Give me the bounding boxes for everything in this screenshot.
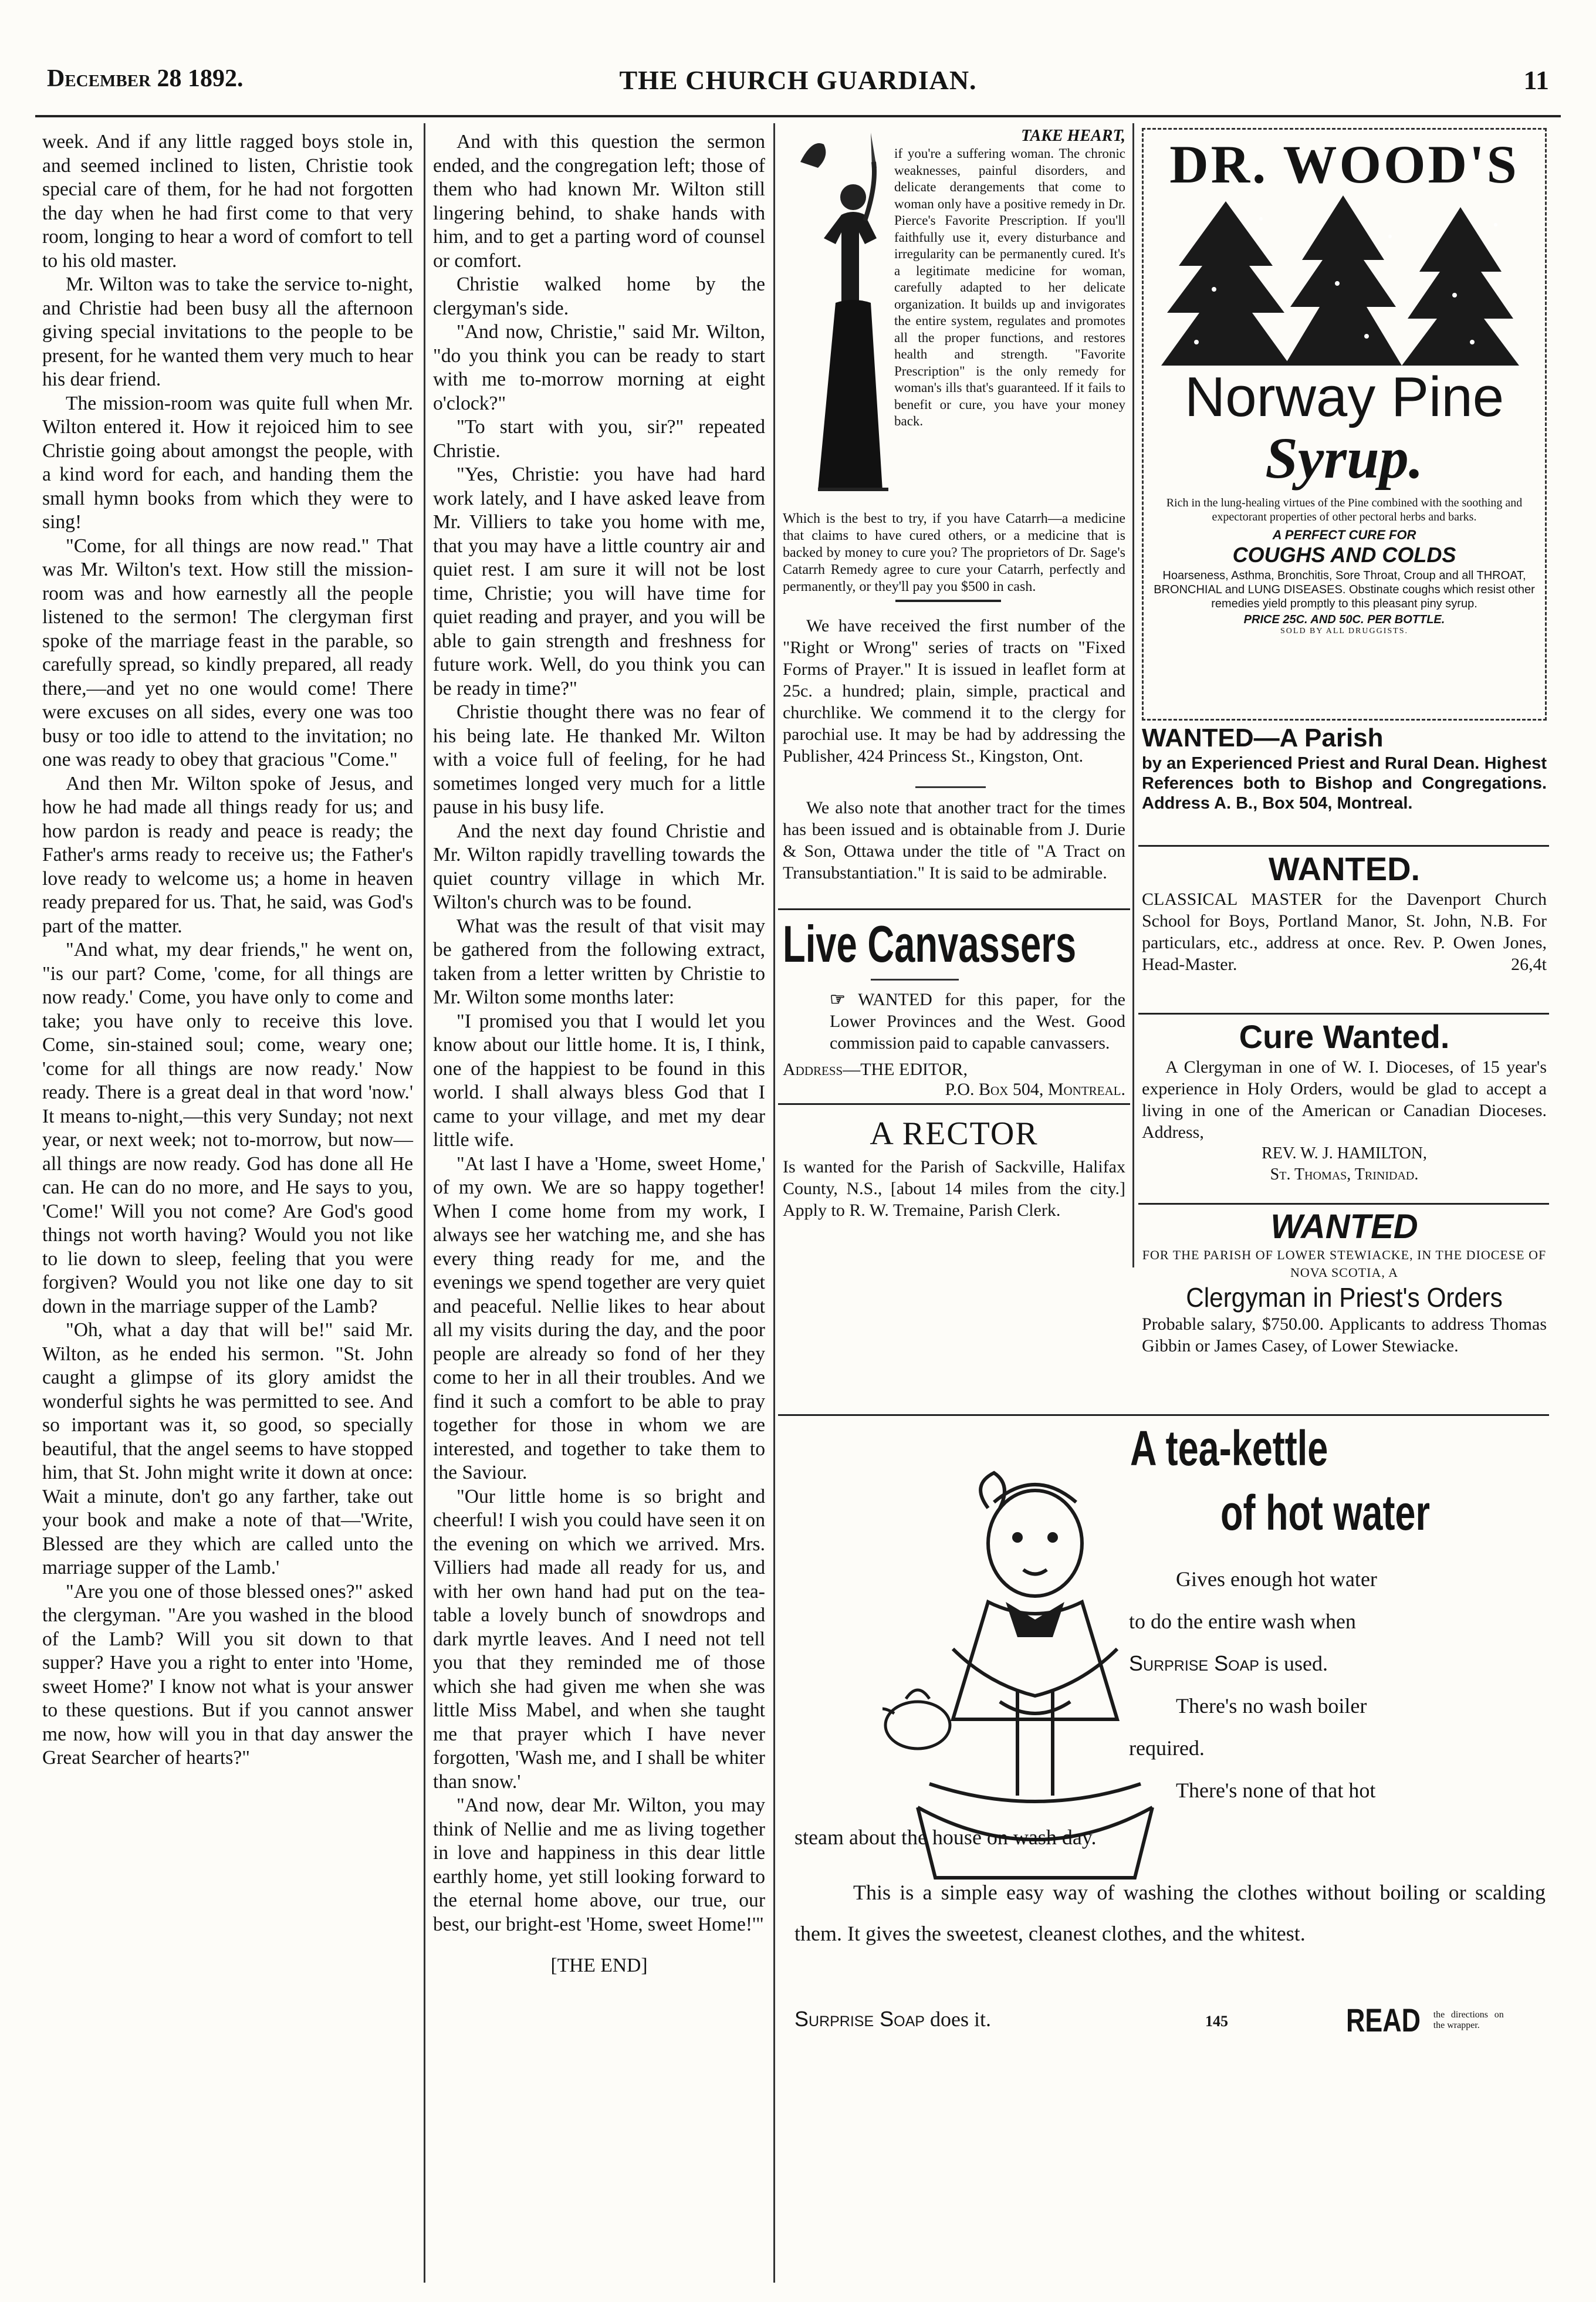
catarrh-notice: Which is the best to try, if you have Catarrh—a medicine that claims to have cured others, or a medicine that is backed by money to cure you? The proprietors of Dr. Sage's Catarrh Remedy agree to cure your Catarrh, perfectly and permanently, or they'll pay you $500 in cash. bbox=[783, 511, 1125, 594]
story-paragraph: And with this question the sermon ended, and the congregation left; those of them who had known Mr. Wilton still lingering behind, to shake hands with him, and to get a parting word of counsel or comfort. bbox=[433, 131, 765, 272]
ad-title-1: A tea-kettle bbox=[1130, 1421, 1328, 1476]
ad-title: Cure Wanted. bbox=[1239, 1018, 1450, 1055]
story-paragraph: The mission-room was quite full when Mr. Wilton entered it. How it rejoiced him to see Christie going about amongst the people, with a kind word for each, and handing them the small hymn books from which they were to sing! bbox=[42, 392, 413, 533]
story-paragraph: And then Mr. Wilton spoke of Jesus, and how he had made all things ready for us; and how pardon is ready and peace is ready; the Father's arms ready to receive us; the Father's love ready to welcome us; a home in heaven ready prepared for us. That, he said, was God's part of the matter. bbox=[42, 772, 413, 937]
divider bbox=[915, 786, 986, 788]
story-paragraph: "And now, Christie," said Mr. Wilton, "do you think you can be ready to start with me to-morrow morning at eight o'clock?" bbox=[433, 321, 765, 414]
divider bbox=[871, 979, 959, 981]
ad-body: if you're a suffering woman. The chronic weaknesses, painful disorders, and delicate derangements that come to woman only have a positive remedy in Dr. Pierce's Favorite Prescription. If you'll faithfully use it, every disturbance and irregularity can be permanently cured. It's a legitimate medicine for woman, carefully adapted to her delicate organization. It builds up and invigorates the entire system, regulates and promotes all the proper functions, and restores health and strength. "Favorite Prescription" is the only remedy for woman's ills that's guaranteed. If it fails to benefit or cure, you have your money back. bbox=[894, 146, 1125, 428]
sold-by: SOLD BY ALL DRUGGISTS. bbox=[1280, 627, 1408, 635]
story-paragraph: And the next day found Christie and Mr. Wilton rapidly travelling towards the quiet country village in which Mr. Wilton's church was to be found. bbox=[433, 820, 765, 913]
ad-address-1: REV. W. J. HAMILTON, bbox=[1262, 1144, 1427, 1162]
story-paragraph: What was the result of that visit may be gathered from the following extract, taken from a letter written by Christie to Mr. Wilton some months later: bbox=[433, 915, 765, 1008]
ad-dr-woods bbox=[1142, 128, 1547, 721]
ad-big: Clergyman in Priest's Orders bbox=[1186, 1282, 1503, 1313]
issue-date: December 28 1892. bbox=[47, 65, 244, 92]
ad-line: steam about the house on wash day. bbox=[794, 1826, 1097, 1849]
ad-line: There's no wash boiler bbox=[1176, 1694, 1367, 1718]
ad-box: P.O. Box 504, Montreal. bbox=[945, 1080, 1125, 1099]
read-label: READ bbox=[1346, 2002, 1421, 2039]
story-paragraph: Christie thought there was no fear of his being late. He thanked Mr. Wilton with a voice full of feeling, for he had sometimes longed very much for a little pause in his busy life. bbox=[433, 701, 765, 818]
section-rule bbox=[1138, 1203, 1549, 1205]
story-column-1 bbox=[42, 130, 413, 1770]
pointing-hand-icon: ☞ bbox=[830, 990, 858, 1009]
brand-name-footer: Surprise Soap bbox=[794, 2007, 925, 2031]
newspaper-title: THE CHURCH GUARDIAN. bbox=[619, 65, 977, 95]
brand-name: Surprise Soap bbox=[1129, 1651, 1259, 1675]
ad-line: to do the entire wash when bbox=[1129, 1610, 1356, 1633]
ad-code: 145 bbox=[1205, 2013, 1228, 2030]
ad-title: DR. WOOD'S bbox=[1169, 134, 1519, 194]
section-rule bbox=[778, 908, 1130, 910]
story-paragraph: "And now, dear Mr. Wilton, you may think of Nellie and me as living together in love and happiness in this dear little earthly home, yet still looking forward to the eternal home above, our true, our best, our bright-est 'Home, sweet Home!'" bbox=[433, 1794, 765, 1935]
ad-body: A Clergyman in one of W. I. Dioceses, of 15 year's experience in Holy Orders, would be glad to accept a living in one of the American or Canadian Dioceses. Address, bbox=[1142, 1057, 1547, 1142]
ad-title: WANTED bbox=[1270, 1208, 1418, 1246]
ad-title: WANTED. bbox=[1268, 850, 1421, 887]
ad-title-2: of hot water bbox=[1220, 1485, 1430, 1540]
ad-title: WANTED—A Parish bbox=[1142, 724, 1384, 752]
ad-line: There's none of that hot bbox=[1176, 1779, 1376, 1802]
story-paragraph: "Our little home is so bright and cheerful! I wish you could have seen it on the evening on which we arrived. Mrs. Villiers had made all ready for us, and with her own hand had put on the tea-table a lovely bunch of snowdrops and dark myrtle leaves. And I need not tell you that they reminded me of those which she had given me when she was little Miss Mabel, and when she taught me that prayer which I have never forgotten, 'Wash me, and I shall be whiter than snow.' bbox=[433, 1485, 765, 1793]
story-column-2 bbox=[433, 130, 765, 1978]
ad-address: Address—THE EDITOR, bbox=[783, 1060, 968, 1079]
product-cure: A PERFECT CURE FOR bbox=[1272, 528, 1416, 542]
product-description: Rich in the lung-healing virtues of the Pine combined with the soothing and expectorant properties of other pectoral herbs and barks. bbox=[1166, 496, 1523, 523]
header-rule bbox=[35, 115, 1561, 117]
ad-body: Probable salary, $750.00. Applicants to address Thomas Gibbin or James Casey, of Lower Stewiacke. bbox=[1142, 1314, 1547, 1355]
ad-title: A RECTOR bbox=[870, 1115, 1039, 1152]
ad-clergyman-wanted bbox=[1142, 1208, 1547, 1357]
story-paragraph: "Come, for all things are now read." That was Mr. Wilton's text. How still the mission-room was and how earnestly all the people listened to the sermon! The clergyman first spoke of the marriage feast in the parable, so carefully spread, so kindly prepared, all ready there,—and yet no one would come! There were excuses on all sides, every one was too busy or too idle to attend to the invitation; no one was ready to obey that gracious "Come." bbox=[42, 535, 413, 770]
ad-line: required. bbox=[1129, 1736, 1205, 1760]
section-rule bbox=[778, 1103, 1130, 1105]
product-price: PRICE 25C. AND 50C. PER BOTTLE. bbox=[1243, 613, 1445, 626]
column-rule bbox=[1132, 123, 1134, 1267]
ad-rector bbox=[783, 1115, 1125, 1221]
ad-code: 26,4t bbox=[1511, 955, 1547, 974]
story-paragraph: week. And if any little ragged boys stole in, and seemed inclined to listen, Christie took special care of them, for he had not forgotten the day when he had first come to that very room, longing to hear a word of comfort to tell to his old master. bbox=[42, 131, 413, 272]
story-paragraph: "To start with you, sir?" repeated Christie. bbox=[433, 416, 765, 462]
section-rule bbox=[1138, 1013, 1549, 1015]
story-paragraph: "At last I have a 'Home, sweet Home,' of my own. We are so happy together! When I come home from my work, I always see her watching me, and she has every thing ready for me, and the evenings we spend together are very quiet and peaceful. Nellie likes to hear about all my visits during the day, and the poor people are already so fond of her they come to her in all their troubles. And we find it such a comfort to be able to pray together for those in whom we are interested, and together to take them to the Saviour. bbox=[433, 1152, 765, 1483]
ad-cure-wanted bbox=[1142, 1018, 1547, 1185]
section-rule bbox=[1138, 845, 1549, 847]
story-paragraph: Christie walked home by the clergyman's side. bbox=[433, 273, 765, 319]
product-name-2: Syrup. bbox=[1265, 425, 1423, 491]
ad-subtitle: FOR THE PARISH OF LOWER STEWIACKE, IN THE DIOCESE OF NOVA SCOTIA, A bbox=[1142, 1248, 1547, 1280]
ad-body: by an Experienced Priest and Rural Dean. Highest References both to Bishop and Congregations. Address A. B., Box 504, Montreal. bbox=[1142, 754, 1547, 813]
column-rule bbox=[424, 123, 425, 2283]
woman-illustration bbox=[783, 127, 894, 502]
transubstantiation-notice: We also note that another tract for the times has been issued and is obtainable from J. Durie & Son, Ottawa under the title of "A Tract on Transubstantiation." It is said to be admirable. bbox=[783, 798, 1125, 883]
ad-line: is used. bbox=[1264, 1652, 1328, 1675]
page-header bbox=[35, 65, 1561, 111]
pine-trees-illustration bbox=[1144, 195, 1545, 371]
story-paragraph: "Yes, Christie: you have had hard work lately, and I have asked leave from Mr. Villiers to take you home with me, that you may have a little country air and quiet rest. I am sure it will not be lost time, Christie; you will have time for quiet reading and prayer, and you will be able to gain strength and freshness for future work. Well, do you think you can be ready in time?" bbox=[433, 464, 765, 699]
tracts-notice: We have received the first number of the "Right or Wrong" series of tracts on "Fixed Forms of Prayer." It is issued in leaflet form at 25c. a hundred; plain, simple, practical and churchlike. We commend it to the clergy for parochial use. It may be had by addressing the Publisher, 424 Princess St., Kingston, Ont. bbox=[783, 616, 1125, 766]
ad-line: Gives enough hot water bbox=[1176, 1567, 1377, 1591]
ad-classical-master bbox=[1142, 850, 1547, 975]
page-number: 11 bbox=[1523, 65, 1549, 95]
product-name: Norway Pine bbox=[1184, 366, 1504, 428]
ad-body: CLASSICAL MASTER for the Davenport Church School for Boys, Portland Manor, St. John, N.B. For particulars, etc., address at once. Rev. P. Owen Jones, Head-Master. bbox=[1142, 890, 1547, 974]
product-coughs: COUGHS AND COLDS bbox=[1232, 543, 1456, 567]
ad-surprise-soap bbox=[783, 1420, 1551, 2277]
directions-label: the directions on the wrapper. bbox=[1433, 2009, 1504, 2030]
the-end: [THE END] bbox=[550, 1955, 648, 1976]
story-paragraph: "I promised you that I would let you know about our little home. It is, I think, one of the happiest to be found in this world. I shall always bless God that I came to your village, and met my dear little wife. bbox=[433, 1010, 765, 1151]
ad-address-2: St. Thomas, Trinidad. bbox=[1270, 1165, 1419, 1184]
ad-paragraph: This is a simple easy way of washing the clothes without boiling or scalding them. It gives the sweetest, cleanest clothes, and the whitest. bbox=[794, 1881, 1546, 1945]
story-paragraph: "And what, my dear friends," he went on, "is our part? Come, 'come, for all things are now ready.' Come, you have only to come and take; you have only to receive this love. Come, sin-stained soul; come, weary one; 'come for all things are now ready.' Now ready. There is a great deal in that word 'now.' It means to-night,—this very Sunday; not next year, or next week; not to-morrow, but now—all things are now ready. God has done all He can. He can do no more, and He says to you, 'Come!' Will you not come? Are God's good things not worth having? Would you not like to lie down to sleep, feeling that you were forgiven? Would you not like one day to sit down in the marriage supper of the Lamb? bbox=[42, 939, 413, 1317]
story-paragraph: "Are you one of those blessed ones?" asked the clergyman. "Are you washed in the blood of the Lamb? Will you sit down to that supper? Have you a right to enter into 'Home, sweet Home?' I know not what is your answer to these questions. But if you cannot answer me now, how will you in that day answer the Great Searcher of hearts?" bbox=[42, 1580, 413, 1769]
ad-body: Is wanted for the Parish of Sackville, Halifax County, N.S., [about 14 miles from the city.] Apply to R. W. Tremaine, Parish Clerk. bbox=[783, 1157, 1125, 1220]
divider-ornament bbox=[895, 600, 1001, 602]
column-rule bbox=[773, 123, 775, 2283]
ad-title: Live Canvassers bbox=[783, 915, 1077, 973]
ad-parish bbox=[1142, 723, 1547, 813]
ad-body: WANTED for this paper, for the Lower Provinces and the West. Good commission paid to capable canvassers. bbox=[830, 990, 1125, 1053]
story-paragraph: "Oh, what a day that will be!" said Mr. Wilton, as he ended his sermon. "St. John caught a glimpse of its glory amidst the wonderful sights he was permitted to see. And so important was it, so good, so specially beautiful, that the angel seems to have stopped him, that St. John might write it down at once: Wait a minute, don't go any farther, take out your book and make a note of that—'Write, Blessed are they which are called unto the marriage supper of the Lamb.' bbox=[42, 1319, 413, 1578]
ad-canvassers bbox=[783, 914, 1125, 1100]
story-paragraph: Mr. Wilton was to take the service to-night, and Christie had been busy all the afternoon giving special invitations to the people to be present, for he wanted them very much to hear his dear friend. bbox=[42, 273, 413, 390]
ad-pierce-prescription bbox=[783, 127, 1125, 502]
section-rule bbox=[778, 1414, 1549, 1416]
ad-line: does it. bbox=[929, 2007, 991, 2031]
product-list: Hoarseness, Asthma, Bronchitis, Sore Throat, Croup and all THROAT, BRONCHIAL and LUNG DISEASES. Obstinate coughs which resist other remedies yield promptly to this pleasant piny syrup. bbox=[1154, 569, 1535, 610]
ad-heading: TAKE HEART, bbox=[1021, 127, 1125, 145]
